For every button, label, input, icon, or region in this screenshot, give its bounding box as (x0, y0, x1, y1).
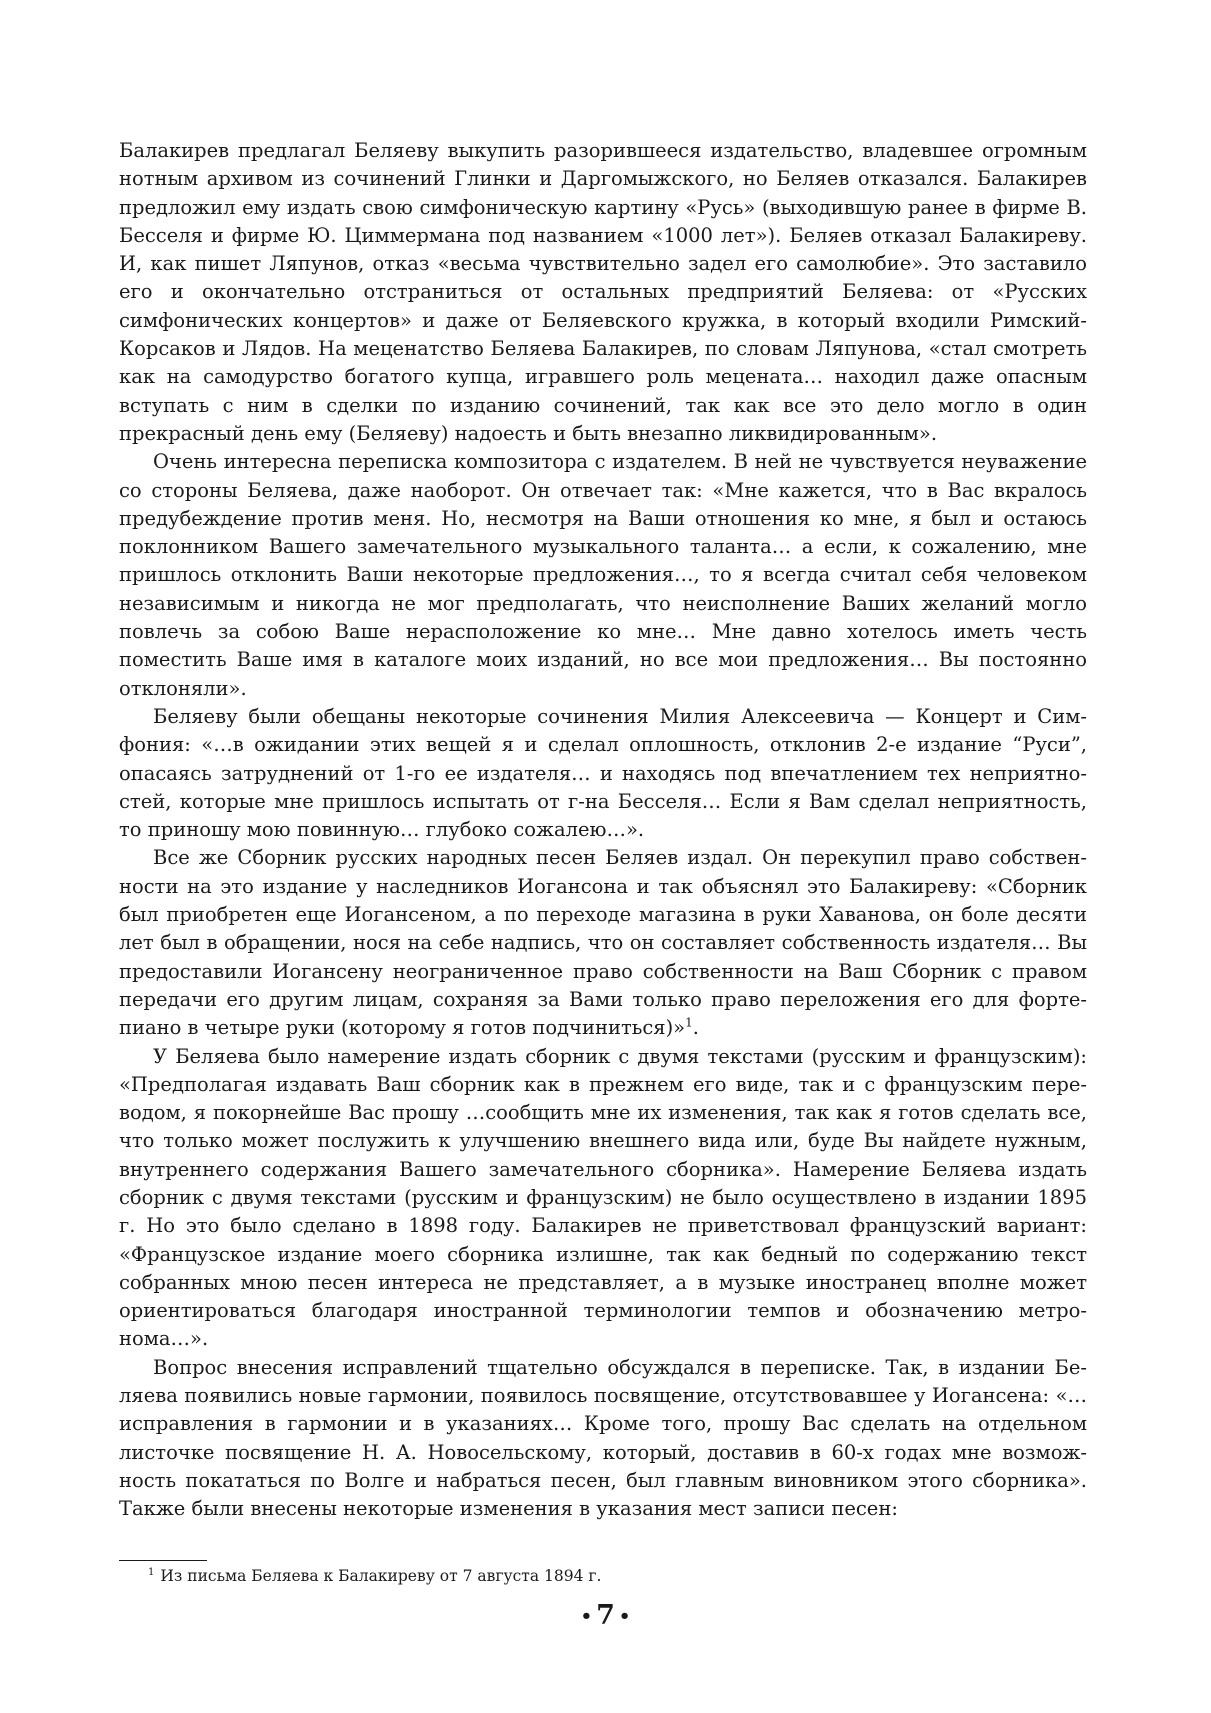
page-number-bullet-right: • (618, 1605, 631, 1627)
paragraph-6: Вопрос внесения исправлений тщательно обсуждался в переписке. Так, в издании Беляева появились новые гармонии, появилось посвящение, отсутствовавшее у Иогансена: «…исправления в гармонии и в указаниях… Кроме того, прошу Вас сделать на отдельном листочке посвящение Н. А. Новосельскому, который, доставив в 60-х годах мне возможность покататься по Волге и набраться песен, был главным виновником этого сборника». Также были внесены некоторые изменения в указания мест записи песен: (119, 1355, 1087, 1521)
page-number-bullet-left: • (580, 1605, 593, 1627)
paragraph-1: Балакирев предлагал Беляеву выкупить разорившееся издательство, владевшее огромным нотным архивом из сочинений Глинки и Даргомыжского, но Беляев отказался. Балакирев предложил ему издать свою симфоническую картину «Русь» (выходившую ранее в фирме В. Бесселя и фирме Ю. Циммермана под названием «1000 лет»). Беляев отказал Балакиреву. И, как пишет Ляпунов, отказ «весьма чувствительно задел его самолюбие». Это заставило его и окончательно отстраниться от остальных предприятий Беляева: от «Русских симфонических концертов» и даже от Беляевского кружка, в который входили Римский-Корсаков и Лядов. На меценатство Беляева Балакирев, по словам Ляпунова, «стал смотреть как на самодурство богатого купца, игравшего роль мецената… находил даже опасным вступать с ним в сделки по изданию сочинений, так как все это дело могло в один прекрасный день ему (Беляеву) надоесть и быть внезапно ликвидированным». (119, 139, 1087, 445)
page-number-value: 7 (596, 1600, 615, 1631)
footnote (148, 1566, 1048, 1586)
page-number (0, 1596, 1211, 1637)
paragraph-4 (119, 844, 1087, 1042)
footnote-text: Из письма Беляева к Балакиреву от 7 августа 1894 г. (160, 1567, 602, 1585)
footnote-mark: 1 (148, 1566, 155, 1578)
paragraph-4-tail: . (692, 1016, 699, 1040)
main-text (119, 137, 1087, 1524)
paragraph-2: Очень интересна переписка композитора с издателем. В ней не чувствуется неуважение со стороны Беляева, даже наоборот. Он отвечает так: «Мне кажется, что в Вас вкралось предубеждение против меня. Но, несмотря на Ваши отношения ко мне, я был и остаюсь поклонником Вашего замечательного музыкального таланта… а если, к сожалению, мне пришлось отклонить Ваши некоторые предложения…, то я всегда считал себя человеком независимым и никогда не мог предполагать, что неисполнение Ваших желаний могло повлечь за собою Ваше нерасположение ко мне… Мне давно хотелось иметь честь поместить Ваше имя в каталоге моих изданий, но все мои предложения… Вы постоянно отклоняли». (119, 450, 1087, 700)
footnote-reference[interactable]: 1 (685, 1015, 693, 1030)
paragraph-4-text: Все же Сборник русских народных песен Беляев издал. Он перекупил право собственности на это издание у наследников Иогансона и так объяснял это Балакиреву: «Сборник был приобретен еще Иогансеном, а по переходе магазина в руки Хаванова, он боле десяти лет был в обращении, нося на себе надпись, что он составляет собственность издателя… Вы предоставили Иогансену неограниченное право собственности на Ваш Сборник с правом передачи его другим лицам, сохраняя за Вами только право переложения его для фортепиано в четыре руки (которому я готов подчиниться)» (119, 846, 1087, 1040)
paragraph-5: У Беляева было намерение издать сборник с двумя текстами (русским и французским): «Предполагая издавать Ваш сборник как в прежнем его виде, так и с французским переводом, я покорнейше Вас прошу …сообщить мне их изменения, так как я готов сделать все, что только может послужить к улучшению внешнего вида или, буде Вы найдете нужным, внутреннего содержания Вашего замечательного сборника». Намерение Беляева издать сборник с двумя текстами (русским и французским) не было осуществлено в издании 1895 г. Но это было сделано в 1898 году. Балакирев не приветствовал французский вариант: «Французское издание моего сборника излишне, так как бедный по содержанию текст собранных мною песен интереса не представляет, а в музыке иностранец вполне может ориентироваться благодаря иностранной терминологии темпов и обозначению метронома…». (119, 1044, 1087, 1351)
paragraph-3: Беляеву были обещаны некоторые сочинения Милия Алексеевича — Концерт и Симфония: «…в ожидании этих вещей я и сделал оплошность, отклонив 2-е издание “Руси”, опасаясь затруднений от 1-го ее издателя… и находясь под впечатлением тех неприятностей, которые мне пришлось испытать от г-на Бесселя… Если я Вам сделал неприятность, то приношу мою повинную… глубоко сожалею…». (119, 704, 1087, 842)
footnote-divider (119, 1560, 207, 1561)
